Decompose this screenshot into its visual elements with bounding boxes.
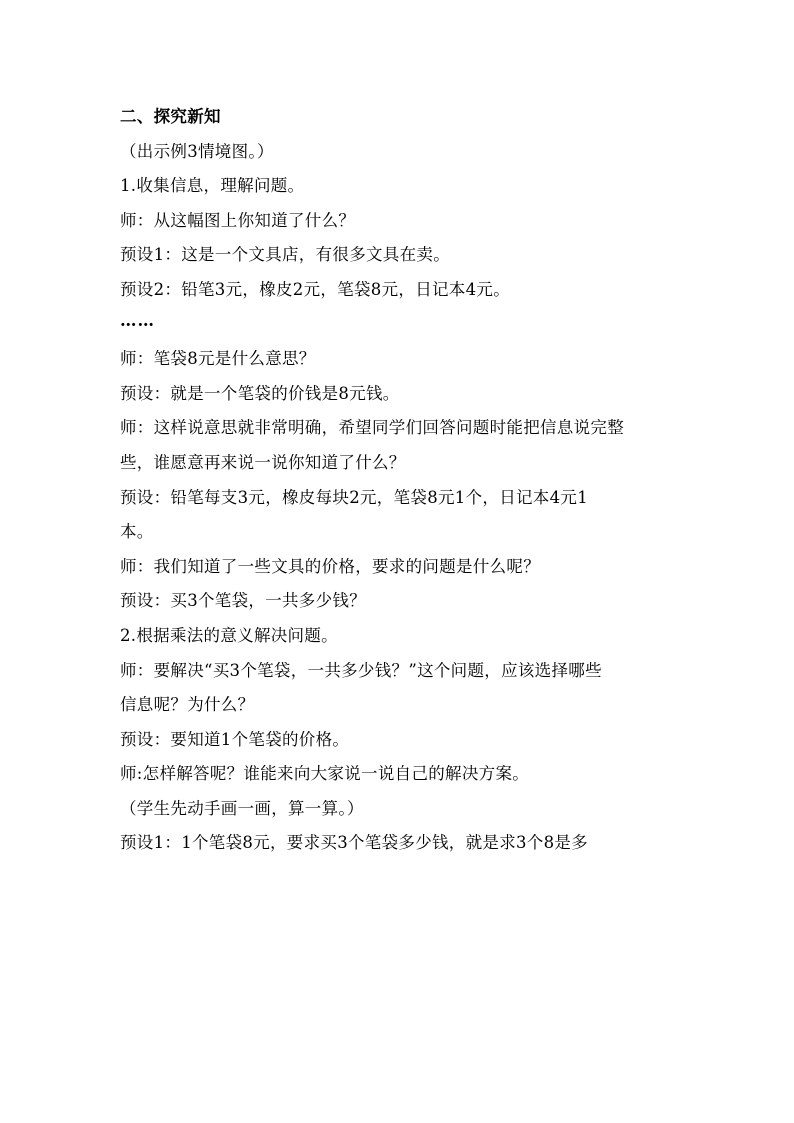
text-line: 师：从这幅图上你知道了什么？	[120, 210, 356, 230]
text-line: 预设：买3个笔袋，一共多少钱？	[120, 591, 366, 611]
text-line: 预设1：这是一个文具店，有很多文具在卖。	[120, 245, 450, 265]
text-line: 本。	[120, 522, 154, 542]
text-line: 预设：就是一个笔袋的价钱是8元钱。	[120, 383, 400, 403]
text-line: 2.根据乘法的意义解决问题。	[120, 625, 338, 645]
text-line: 师：这样说意思就非常明确，希望同学们回答问题时能把信息说完整	[120, 418, 624, 438]
text-line: 师：我们知道了一些文具的价格，要求的问题是什么呢？	[120, 556, 540, 576]
document-body	[120, 100, 682, 861]
text-line: 师：笔袋8元是什么意思？	[120, 349, 316, 369]
text-line: 预设1：1个笔袋8元，要求买3个笔袋多少钱，就是求3个8是多	[120, 833, 588, 853]
text-line: 预设：要知道1个笔袋的价格。	[120, 729, 350, 749]
text-line: （学生先动手画一画，算一算。）	[120, 798, 364, 818]
text-line: 1.收集信息，理解问题。	[120, 176, 305, 196]
text-line: 师：要解决“买3个笔袋，一共多少钱？”这个问题，应该选择哪些	[120, 660, 602, 680]
ellipsis-line: ……	[120, 310, 155, 330]
text-line: 师:怎样解答呢？谁能来向大家说一说自己的解决方案。	[120, 764, 530, 784]
section-heading: 二、探究新知	[120, 107, 221, 126]
text-line: 信息呢？为什么？	[120, 695, 255, 715]
text-line: 些，谁愿意再来说一说你知道了什么？	[120, 452, 406, 472]
text-line: 预设2：铅笔3元，橡皮2元，笔袋8元，日记本4元。	[120, 279, 510, 299]
text-line: （出示例3情境图。）	[120, 141, 274, 161]
text-line: 预设：铅笔每支3元，橡皮每块2元，笔袋8元1个，日记本4元1	[120, 487, 588, 507]
